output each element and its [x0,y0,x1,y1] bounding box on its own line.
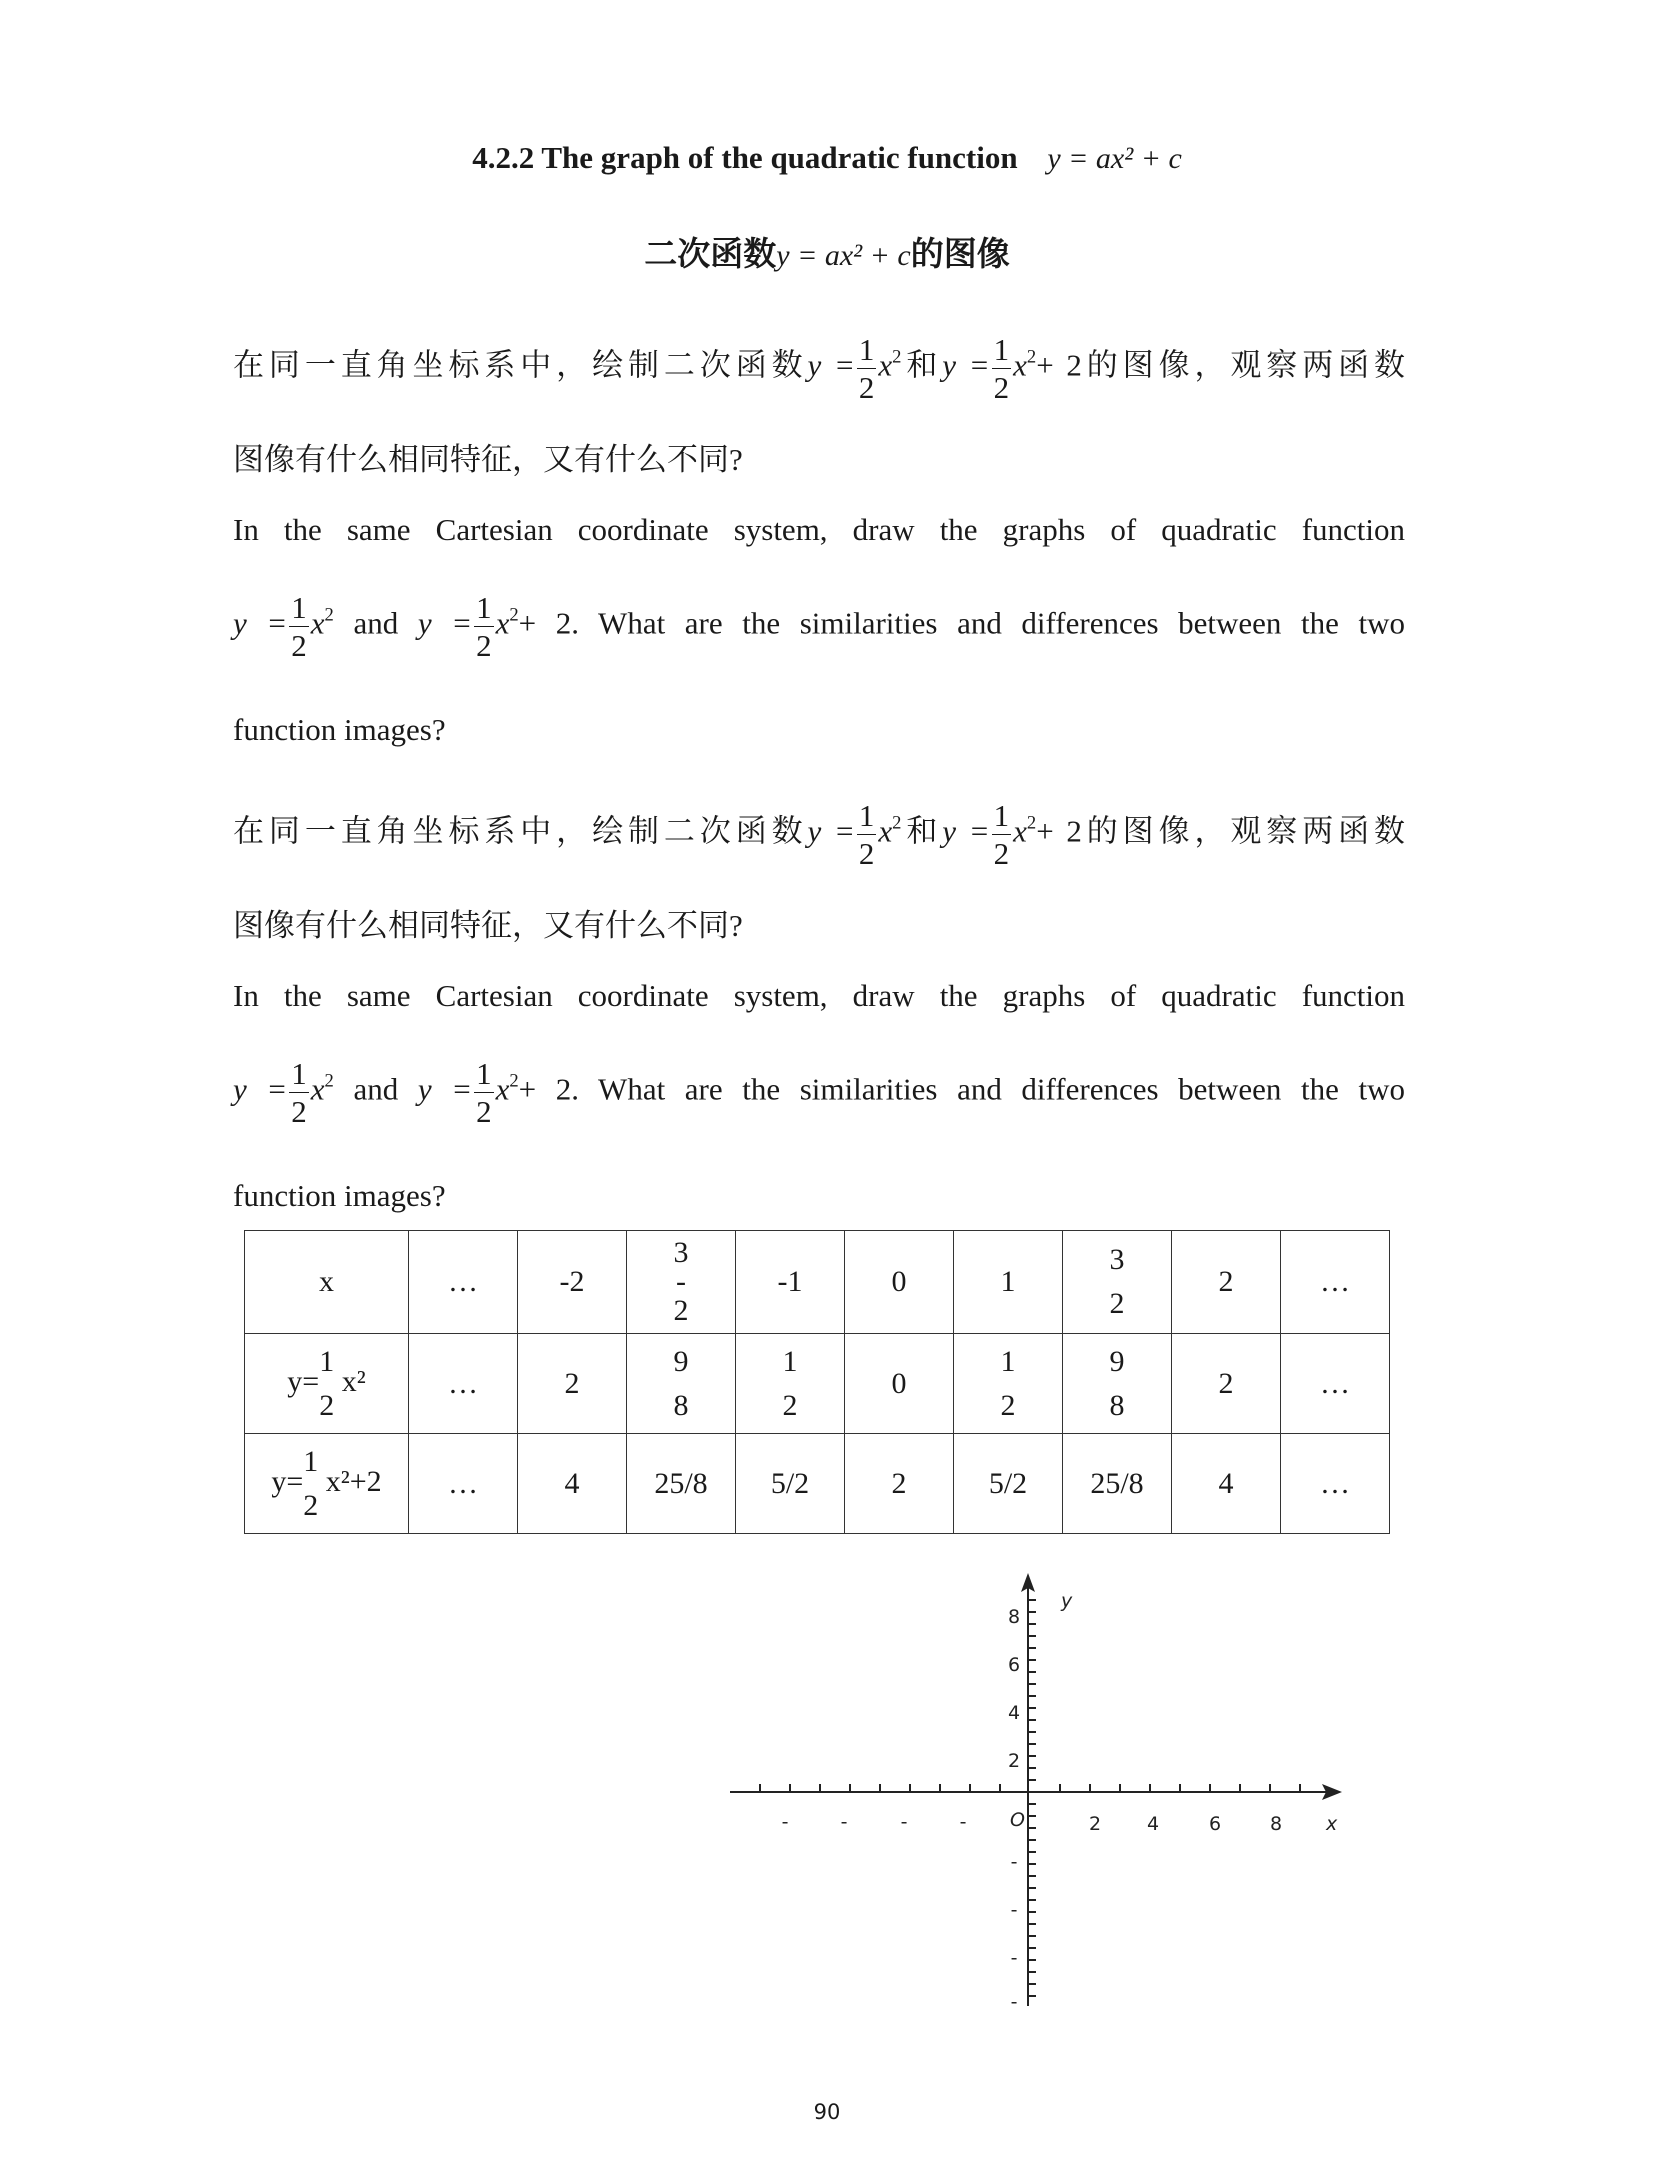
cell-x-0: … [409,1231,518,1334]
x-tick-label-6: 6 [1208,1813,1222,1835]
frac-num: 3 [1109,1243,1125,1276]
block2-en-line1: In the same Cartesian coordinate system, draw the graphs of quadratic function [233,978,1405,1013]
cell-y2-7: 4 [1172,1434,1281,1534]
frac-num: 1 [319,1344,335,1378]
cell-x-3: -1 [736,1231,845,1334]
frac-num: 1 [993,332,1010,367]
formula-plus2: + 2 [518,605,572,641]
y-tick-label-2: 2 [1007,1750,1021,1772]
section-title-zh-prefix: 二次函数 [644,237,777,273]
formula-plus2: + 2 [1036,347,1082,383]
formula-exp: 2 [509,1070,519,1092]
cell-x-4: 0 [845,1231,954,1334]
frac-den: 2 [993,370,1010,405]
formula-x: x [310,605,325,641]
section-title-text: 4.2.2 The graph of the quadratic function [472,140,1018,175]
block2-zh-line2: 图像有什么相同特征，又有什么不同? [233,908,743,943]
frac-den: 2 [1109,1287,1125,1320]
formula-exp: 2 [892,812,902,834]
zh-text: 的图像，观察两函数 [1081,347,1406,383]
frac-den: 2 [303,1488,319,1522]
frac-den: 2 [1000,1388,1016,1422]
frac-num: 1 [476,1056,492,1091]
cell-y2-2: 25/8 [627,1434,736,1534]
cell-y2-0: … [409,1434,518,1534]
zh-and: 和 [901,813,943,849]
frac-num: 1 [303,1444,319,1478]
y-tick-label-4: 4 [1007,1702,1021,1724]
y-axis-label: y [1061,1590,1073,1612]
formula-x: x [1013,813,1027,849]
cell-y2-4: 2 [845,1434,954,1534]
cell-y2-5: 5/2 [954,1434,1063,1534]
cell-y2-6: 25/8 [1063,1434,1172,1534]
formula-exp: 2 [1026,346,1037,368]
y-tick-label-6: 6 [1007,1654,1021,1676]
block1-en-line3: function images? [233,712,446,747]
frac-num: 1 [858,332,875,367]
frac-den: 2 [476,628,492,663]
frac-den: 2 [319,1388,335,1422]
formula-lhs: y = [807,347,855,383]
formula-x: x [878,813,893,849]
cell-y1-7: 2 [1172,1334,1281,1434]
formula-lhs: y = [942,347,990,383]
formula-x: x [310,1071,325,1107]
frac-den: 2 [858,370,875,405]
frac-den: 2 [291,628,307,663]
frac-num: 3 [673,1236,689,1269]
formula-exp: 2 [509,604,519,626]
frac-num: 1 [993,798,1010,833]
formula-plus2: + 2 [1036,813,1082,849]
frac-num: 9 [1109,1344,1125,1378]
formula-exp: 2 [892,346,902,368]
y-axis-ticks [1028,1600,1036,1996]
y-neg-tick-label: - [1010,1851,1018,1873]
frac-num: 1 [291,590,307,625]
cell-y1-1: 2 [518,1334,627,1434]
y-neg-tick-label: - [1010,1899,1018,1921]
zh-text: 在同一直角坐标系中，绘制二次函数 [233,813,808,849]
en-and: and [353,605,399,641]
zh-text: 的图像，观察两函数 [1081,813,1406,849]
x-tick-label-2: 2 [1088,1813,1102,1835]
cell-y1-4: 0 [845,1334,954,1434]
x-neg-tick-label: - [781,1811,789,1833]
en-text: . What are the similarities and differences between the two [571,605,1406,641]
zh-and: 和 [901,347,943,383]
x-neg-tick-label: - [900,1811,908,1833]
frac-den: 8 [1109,1388,1125,1422]
x-axis-label: x [1326,1813,1338,1835]
block1-en-line1: In the same Cartesian coordinate system, draw the graphs of quadratic function [233,512,1405,547]
x-axis-ticks [760,1784,1300,1792]
formula-exp: 2 [324,604,334,626]
frac-den: 2 [858,836,875,871]
frac-num: 1 [291,1056,307,1091]
label-suffix: x² [341,1364,366,1398]
formula-exp: 2 [324,1070,334,1092]
frac-num: 1 [1000,1344,1016,1378]
cell-y2-1: 4 [518,1434,627,1534]
formula-lhs: y = [417,605,473,641]
formula-x: x [878,347,893,383]
section-title-zh-formula: y = ax² + c [776,239,911,272]
y-neg-tick-label: - [1010,1991,1018,2013]
en-text: . What are the similarities and differences between the two [571,1071,1406,1107]
frac-den: 2 [476,1094,492,1129]
formula-x: x [495,1071,510,1107]
label-suffix: x²+2 [325,1464,382,1498]
x-neg-tick-label: - [959,1811,967,1833]
cell-y1-0: … [409,1334,518,1434]
cell-x-5: 1 [954,1231,1063,1334]
en-and: and [353,1071,399,1107]
section-title-formula: y = ax² + c [1047,142,1182,175]
page-number: 90 [813,2100,841,2124]
block1-zh-line2: 图像有什么相同特征，又有什么不同? [233,442,743,477]
x-tick-label-8: 8 [1269,1813,1283,1835]
label-prefix: y= [271,1464,304,1498]
frac-num: 1 [858,798,875,833]
row-label-x: x [245,1231,409,1334]
cell-y1-8: … [1281,1334,1390,1434]
cell-x-8: … [1281,1231,1390,1334]
origin-label: O [1010,1809,1025,1831]
formula-x: x [1013,347,1027,383]
zh-text: 在同一直角坐标系中，绘制二次函数 [233,347,808,383]
x-tick-label-4: 4 [1146,1813,1160,1835]
frac-num: 1 [782,1344,798,1378]
frac-den: 2 [673,1294,689,1327]
formula-x: x [495,605,510,641]
block2-en-line3: function images? [233,1178,446,1213]
formula-lhs: y = [417,1071,473,1107]
y-tick-label-8: 8 [1007,1606,1021,1628]
frac-den: 2 [993,836,1010,871]
x-neg-tick-label: - [840,1811,848,1833]
formula-exp: 2 [1026,812,1037,834]
cell-y2-8: … [1281,1434,1390,1534]
frac-den: 2 [782,1388,798,1422]
formula-lhs: y = [942,813,990,849]
formula-lhs: y = [233,605,288,641]
cell-x-7: 2 [1172,1231,1281,1334]
section-title-zh-suffix: 的图像 [910,237,1010,273]
cell-y2-3: 5/2 [736,1434,845,1534]
frac-sign: - [676,1265,686,1298]
frac-num: 9 [673,1344,689,1378]
frac-den: 8 [673,1388,689,1422]
frac-num: 1 [476,590,492,625]
label-prefix: y= [287,1364,320,1398]
formula-lhs: y = [807,813,855,849]
formula-lhs: y = [233,1071,288,1107]
y-neg-tick-label: - [1010,1947,1018,1969]
formula-plus2: + 2 [518,1071,572,1107]
frac-den: 2 [291,1094,307,1129]
cell-x-1: -2 [518,1231,627,1334]
